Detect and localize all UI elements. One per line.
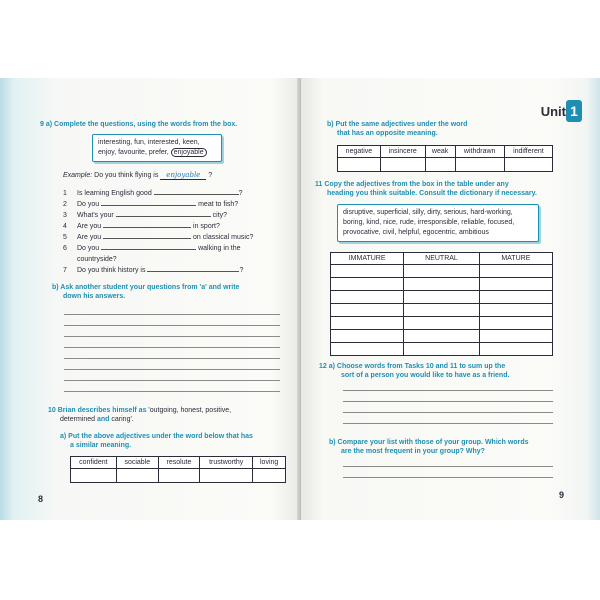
task-10-quote-c: caring'. xyxy=(111,416,134,423)
table-cell[interactable] xyxy=(504,158,552,172)
table-cell[interactable] xyxy=(479,278,552,291)
answer-blank[interactable] xyxy=(116,210,211,217)
question-end: meat to fish? xyxy=(198,201,239,208)
table-cell[interactable] xyxy=(253,469,286,483)
task-11-line-1: Copy the adjectives from the box in the table under any xyxy=(324,181,509,188)
answer-line[interactable] xyxy=(64,381,280,392)
answer-line[interactable] xyxy=(64,326,280,337)
question-row xyxy=(63,188,273,199)
word-box-line-2: enjoy, favourite, prefer, xyxy=(98,149,169,156)
example-text: Do you think flying is xyxy=(94,172,159,179)
task-10b-title xyxy=(327,120,467,138)
table-cell[interactable] xyxy=(455,158,504,172)
table-cell[interactable] xyxy=(479,317,552,330)
word-box-9a xyxy=(92,134,222,162)
maturity-table xyxy=(330,252,553,356)
task-12a-line-2: sort of a person you would like to have as a friend. xyxy=(341,372,510,379)
table-header: withdrawn xyxy=(455,146,504,158)
question-text: Are you xyxy=(77,223,102,230)
table-cell[interactable] xyxy=(479,291,552,304)
table-header: indifferent xyxy=(504,146,552,158)
page-number-right: 9 xyxy=(559,490,565,500)
question-row xyxy=(63,232,273,243)
table-header: resolute xyxy=(158,457,199,469)
table-cell[interactable] xyxy=(331,317,404,330)
task-11-line-2: heading you think suitable. Consult the dictionary if necessary. xyxy=(327,190,537,197)
example-sentence xyxy=(63,171,212,180)
table-cell[interactable] xyxy=(479,304,552,317)
word-box-line-1: disruptive, superficial, silly, dirty, serious, hard-working, xyxy=(343,209,513,216)
table-cell[interactable] xyxy=(158,469,199,483)
task-9b-line-1: b) Ask another student your questions from 'a' and write xyxy=(52,284,240,291)
task-10-text-a: Brian describes himself as xyxy=(57,407,147,414)
answer-line[interactable] xyxy=(343,413,553,424)
question-list xyxy=(63,188,273,276)
unit-number-badge: 1 xyxy=(566,100,582,122)
table-header: sociable xyxy=(116,457,158,469)
task-11-number: 11 xyxy=(315,181,323,188)
right-page xyxy=(301,78,600,520)
task-12a-line-1: a) Choose words from Tasks 10 and 11 to sum up the xyxy=(328,363,506,370)
table-cell[interactable] xyxy=(425,158,455,172)
task-10b-line-1: b) Put the same adjectives under the word xyxy=(327,121,468,128)
answer-blank[interactable] xyxy=(101,243,196,250)
question-number: 6 xyxy=(63,245,67,252)
open-workbook xyxy=(0,78,600,520)
answer-lines-12a xyxy=(343,380,553,424)
answer-lines-9b xyxy=(64,304,280,392)
table-cell[interactable] xyxy=(479,330,552,343)
example-end: ? xyxy=(208,172,213,179)
answer-blank[interactable] xyxy=(103,232,191,239)
answer-line[interactable] xyxy=(343,402,553,413)
answer-line[interactable] xyxy=(343,391,553,402)
word-box-line-3: provocative, civil, helpful, egocentric, ambitious xyxy=(343,229,489,236)
task-10-number: 10 xyxy=(48,407,56,414)
answer-blank[interactable] xyxy=(147,265,239,272)
table-cell[interactable] xyxy=(404,265,479,278)
question-text: Are you xyxy=(77,234,102,241)
table-cell[interactable] xyxy=(404,330,479,343)
task-11-title xyxy=(315,180,565,198)
task-9b-line-2: down his answers. xyxy=(63,293,126,300)
question-end: on classical music? xyxy=(193,234,254,241)
question-number: 5 xyxy=(63,234,67,241)
table-cell[interactable] xyxy=(331,343,404,356)
answer-blank[interactable] xyxy=(154,188,239,195)
question-number xyxy=(63,254,77,265)
task-12b-title xyxy=(329,438,529,456)
task-9a-instruction: a) Complete the questions, using the words from the box. xyxy=(45,121,238,128)
task-12b-line-2: are the most frequent in your group? Why? xyxy=(341,448,485,455)
table-cell[interactable] xyxy=(380,158,425,172)
unit-label: Unit xyxy=(540,104,566,119)
question-number: 2 xyxy=(63,201,67,208)
question-number: 1 xyxy=(63,190,67,197)
word-box-line-1: interesting, fun, interested, keen, xyxy=(98,139,200,146)
table-cell[interactable] xyxy=(404,304,479,317)
opposite-meaning-table xyxy=(337,145,553,172)
word-box-11 xyxy=(337,204,539,242)
table-cell[interactable] xyxy=(331,278,404,291)
example-answer: enjoyable xyxy=(160,171,206,180)
question-text: What's your xyxy=(77,212,114,219)
question-text: Do you xyxy=(77,245,100,252)
table-header: confident xyxy=(71,457,117,469)
table-header: NEUTRAL xyxy=(404,253,479,265)
answer-line[interactable] xyxy=(64,304,280,315)
question-end: ? xyxy=(239,267,244,274)
table-cell[interactable] xyxy=(404,343,479,356)
answer-line[interactable] xyxy=(64,370,280,381)
table-header: weak xyxy=(425,146,455,158)
question-number: 7 xyxy=(63,267,67,274)
page-number-left: 8 xyxy=(38,494,44,504)
question-number: 4 xyxy=(63,223,67,230)
answer-line[interactable] xyxy=(64,315,280,326)
table-header: negative xyxy=(338,146,381,158)
question-row xyxy=(63,254,273,265)
answer-line[interactable] xyxy=(343,467,553,478)
task-10-quote-a: 'outgoing, honest, positive, xyxy=(148,407,232,414)
task-10-quote-b: determined xyxy=(60,416,96,423)
question-end: city? xyxy=(212,212,228,219)
circled-word: enjoyable xyxy=(171,148,207,157)
task-10a-title xyxy=(60,432,253,450)
question-row xyxy=(63,210,273,221)
table-cell[interactable] xyxy=(331,291,404,304)
table-cell[interactable] xyxy=(338,158,381,172)
question-row xyxy=(63,199,273,210)
answer-line[interactable] xyxy=(64,359,280,370)
table-header: IMMATURE xyxy=(331,253,404,265)
question-number: 3 xyxy=(63,212,67,219)
word-box-line-2: boring, kind, nice, rude, irresponsible, reliable, focused, xyxy=(343,219,515,226)
question-end: walking in the xyxy=(198,245,241,252)
answer-line[interactable] xyxy=(343,380,553,391)
question-text: countryside? xyxy=(77,256,117,263)
task-10a-line-1: a) Put the above adjectives under the word below that has xyxy=(60,433,253,440)
task-9a-title xyxy=(40,120,237,129)
table-cell[interactable] xyxy=(116,469,158,483)
answer-line[interactable] xyxy=(343,456,553,467)
table-cell[interactable] xyxy=(331,330,404,343)
table-cell[interactable] xyxy=(479,265,552,278)
table-cell[interactable] xyxy=(404,291,479,304)
answer-blank[interactable] xyxy=(103,221,191,228)
task-9-number: 9 xyxy=(40,121,44,128)
answer-line[interactable] xyxy=(64,337,280,348)
task-12-number: 12 xyxy=(319,363,327,370)
similar-meaning-table xyxy=(70,456,286,483)
task-10-and: and xyxy=(96,416,110,423)
question-end: in sport? xyxy=(193,223,220,230)
answer-lines-12b xyxy=(343,456,553,478)
table-cell[interactable] xyxy=(331,304,404,317)
table-header: insincere xyxy=(380,146,425,158)
example-label: Example: xyxy=(63,172,93,179)
question-text: Is learning English good xyxy=(77,190,152,197)
question-end: ? xyxy=(238,190,243,197)
table-cell[interactable] xyxy=(404,278,479,291)
table-header: loving xyxy=(253,457,286,469)
question-text: Do you think history is xyxy=(77,267,146,274)
task-10-title xyxy=(48,406,288,424)
table-cell[interactable] xyxy=(200,469,253,483)
table-cell[interactable] xyxy=(479,343,552,356)
table-header: MATURE xyxy=(479,253,552,265)
table-cell[interactable] xyxy=(404,317,479,330)
answer-line[interactable] xyxy=(64,348,280,359)
left-page xyxy=(0,78,301,520)
question-row xyxy=(63,265,273,276)
task-12a-title xyxy=(319,362,509,380)
table-header: trustworthy xyxy=(200,457,253,469)
question-row xyxy=(63,221,273,232)
table-cell[interactable] xyxy=(71,469,117,483)
task-10b-line-2: that has an opposite meaning. xyxy=(337,130,438,137)
answer-blank[interactable] xyxy=(101,199,196,206)
question-text: Do you xyxy=(77,201,100,208)
task-10a-line-2: a similar meaning. xyxy=(70,442,132,449)
table-cell[interactable] xyxy=(331,265,404,278)
task-9b-title xyxy=(52,283,239,301)
task-12b-line-1: b) Compare your list with those of your group. Which words xyxy=(329,439,529,446)
question-row xyxy=(63,243,273,254)
